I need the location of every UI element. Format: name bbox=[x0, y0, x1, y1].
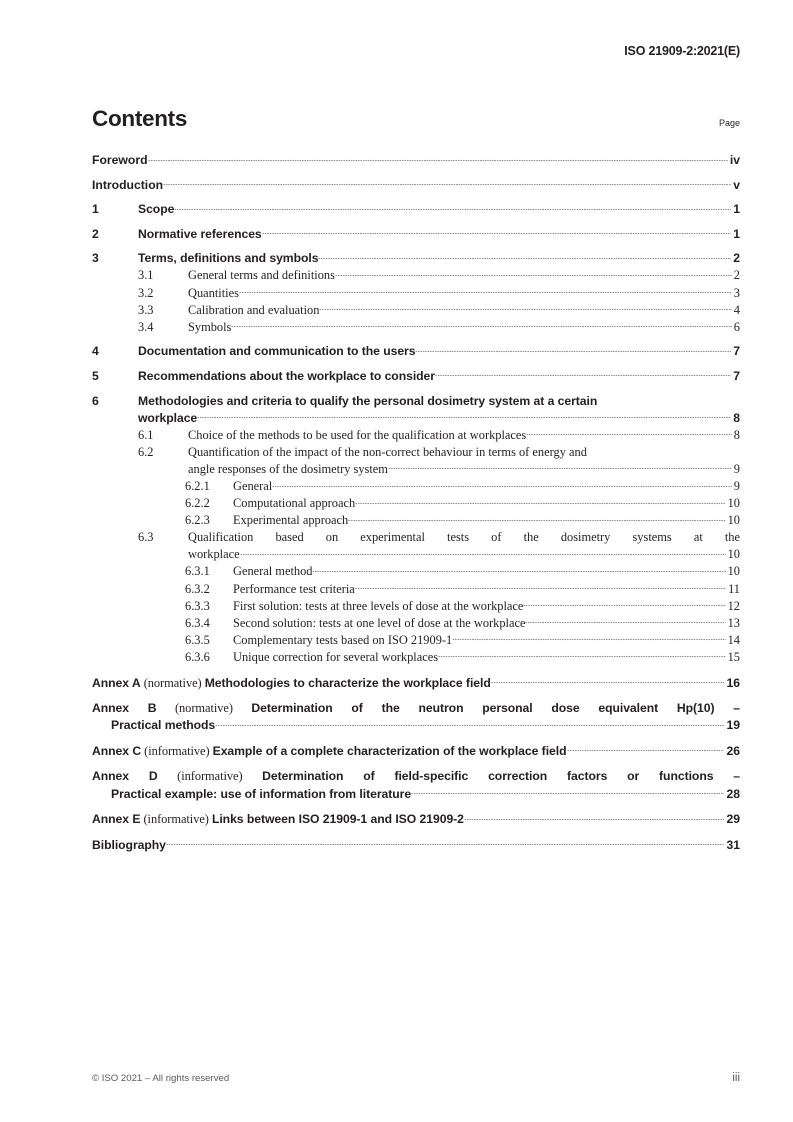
toc-label bbox=[92, 811, 464, 828]
toc-number: 6.2.1 bbox=[185, 479, 210, 493]
toc-number: 6.3.1 bbox=[185, 564, 210, 579]
toc-entry-methodologies-and-criteria[interactable] bbox=[92, 393, 740, 427]
toc-page-number: 1 bbox=[733, 202, 740, 217]
toc-number: 3 bbox=[92, 251, 99, 266]
toc-page-number: 8 bbox=[733, 410, 740, 425]
dot-leader bbox=[215, 717, 724, 729]
toc-label: Computational approach bbox=[233, 496, 356, 511]
toc-label: Choice of the methods to be used for the qualification at workplaces bbox=[188, 427, 527, 442]
toc-entry-general-terms-and-definitions[interactable] bbox=[92, 267, 740, 284]
toc-label: Recommendations about the workplace to consider bbox=[138, 368, 435, 383]
toc-entry-symbols[interactable] bbox=[92, 319, 740, 336]
annex-title: Links between ISO 21909-1 and ISO 21909-2 bbox=[211, 812, 464, 827]
toc-label-line1: Quantification of the impact of the non-correct behaviour in terms of energy and bbox=[188, 444, 587, 459]
toc-entry-general[interactable] bbox=[92, 478, 740, 495]
toc-number: 5 bbox=[92, 368, 99, 383]
dot-leader bbox=[415, 343, 731, 355]
toc-page-number: 26 bbox=[726, 743, 740, 758]
annex-name: Annex B bbox=[92, 701, 157, 716]
document-identifier: ISO 21909-2:2021(E) bbox=[624, 44, 740, 58]
toc-label bbox=[92, 675, 491, 692]
toc-page-number: 8 bbox=[733, 427, 740, 442]
page-footer bbox=[92, 1072, 740, 1084]
toc-number: 6.2.2 bbox=[185, 496, 210, 511]
dot-leader bbox=[438, 649, 726, 661]
toc-number: 6.3 bbox=[138, 530, 154, 545]
toc-entry-recommendations-workplace[interactable] bbox=[92, 368, 740, 385]
toc-entry-annex-a[interactable] bbox=[92, 675, 740, 692]
toc-page-number: 13 bbox=[727, 615, 740, 630]
toc-entry-bibliography[interactable] bbox=[92, 837, 740, 854]
toc-page-number: iv bbox=[729, 153, 740, 167]
toc-number: 6.3.6 bbox=[185, 649, 210, 664]
toc-entry-choice-of-methods[interactable] bbox=[92, 427, 740, 444]
dot-leader bbox=[262, 226, 732, 238]
toc-number: 6.3.4 bbox=[185, 615, 210, 630]
toc-label: Introduction bbox=[92, 177, 164, 192]
dot-leader bbox=[148, 152, 728, 164]
toc-entry-computational-approach[interactable] bbox=[92, 495, 740, 512]
toc-page-number: 16 bbox=[726, 675, 740, 690]
toc-entry-documentation-and-communication[interactable] bbox=[92, 343, 740, 360]
toc-page-number: 6 bbox=[733, 319, 740, 334]
folio-number: iii bbox=[732, 1072, 740, 1084]
toc-entry-complementary-tests[interactable] bbox=[92, 632, 740, 649]
dot-leader bbox=[272, 478, 732, 490]
toc-page-number: 2 bbox=[733, 251, 740, 266]
toc-entry-annex-b[interactable] bbox=[92, 700, 740, 734]
toc-page-number: 10 bbox=[727, 564, 740, 579]
dot-leader bbox=[174, 201, 731, 213]
toc-label: Second solution: tests at one level of dose at the workplace bbox=[233, 615, 526, 630]
toc-label: Unique correction for several workplaces bbox=[233, 649, 439, 664]
toc-entry-introduction[interactable] bbox=[92, 177, 740, 194]
toc-number: 1 bbox=[92, 202, 99, 217]
toc-entry-first-solution[interactable] bbox=[92, 598, 740, 615]
toc-number: 4 bbox=[92, 344, 99, 359]
toc-page-number: 10 bbox=[727, 547, 740, 562]
toc-page-number: v bbox=[733, 177, 740, 192]
toc-page-number: 31 bbox=[726, 837, 740, 852]
toc-label: General bbox=[233, 479, 273, 493]
toc-entry-annex-e[interactable] bbox=[92, 811, 740, 828]
dot-leader bbox=[197, 410, 731, 422]
table-of-contents bbox=[92, 152, 740, 854]
toc-label-line2: angle responses of the dosimetry system bbox=[188, 461, 388, 476]
toc-entry-experimental-approach[interactable] bbox=[92, 512, 740, 529]
toc-label bbox=[92, 837, 166, 854]
toc-page-number: 2 bbox=[733, 268, 740, 283]
dot-leader bbox=[240, 546, 726, 558]
toc-label: Symbols bbox=[188, 319, 232, 334]
toc-number: 6.3.2 bbox=[185, 581, 210, 596]
dot-leader bbox=[526, 427, 732, 439]
annex-name: Bibliography bbox=[92, 837, 166, 852]
dot-leader bbox=[567, 743, 725, 755]
toc-page-number: 19 bbox=[726, 718, 740, 733]
toc-entry-second-solution[interactable] bbox=[92, 615, 740, 632]
toc-number: 6.2 bbox=[138, 444, 154, 459]
toc-page-number: 7 bbox=[733, 344, 740, 359]
toc-label-line1 bbox=[92, 768, 740, 785]
toc-page-number: 4 bbox=[733, 302, 740, 317]
toc-label: Documentation and communication to the users bbox=[138, 344, 416, 359]
dot-leader bbox=[388, 461, 732, 473]
toc-number: 6.3.3 bbox=[185, 598, 210, 613]
annex-name: Annex A bbox=[92, 675, 141, 690]
toc-page-number: 28 bbox=[726, 786, 740, 801]
toc-label: Normative references bbox=[138, 226, 262, 241]
page-column-label: Page bbox=[718, 118, 740, 128]
toc-page-number: 14 bbox=[727, 632, 740, 647]
toc-page-number: 10 bbox=[727, 513, 740, 528]
toc-number: 3.1 bbox=[138, 268, 154, 283]
toc-number: 6.3.5 bbox=[185, 632, 210, 647]
toc-label: Foreword bbox=[92, 153, 148, 167]
toc-entry-foreword[interactable] bbox=[92, 152, 740, 169]
toc-entry-qualification-experimental-tests[interactable] bbox=[92, 529, 740, 563]
toc-label bbox=[92, 743, 567, 760]
toc-label-line2: Practical methods bbox=[111, 718, 216, 733]
annex-name: Annex C bbox=[92, 743, 142, 758]
toc-page-number: 10 bbox=[727, 496, 740, 511]
contents-header bbox=[92, 106, 740, 132]
copyright-notice: © ISO 2021 – All rights reserved bbox=[92, 1073, 230, 1084]
toc-page-number: 29 bbox=[726, 812, 740, 827]
annex-kind: (informative) bbox=[141, 743, 213, 758]
toc-entry-quantification-impact[interactable] bbox=[92, 444, 740, 478]
dot-leader bbox=[523, 598, 725, 610]
dot-leader bbox=[231, 319, 731, 331]
toc-label-line2: workplace bbox=[188, 547, 240, 562]
dot-leader bbox=[491, 675, 725, 687]
dot-leader bbox=[452, 632, 725, 644]
annex-title: Example of a complete characterization of the workplace field bbox=[212, 743, 567, 758]
toc-label: General terms and definitions bbox=[188, 268, 335, 283]
dot-leader bbox=[166, 837, 725, 849]
toc-page-number: 9 bbox=[733, 461, 740, 476]
annex-name: Annex E bbox=[92, 812, 141, 827]
toc-page-number: 7 bbox=[733, 368, 740, 383]
dot-leader bbox=[319, 302, 731, 314]
toc-label-line1 bbox=[92, 700, 740, 717]
dot-leader bbox=[411, 786, 724, 798]
toc-page-number: 12 bbox=[727, 598, 740, 613]
toc-page-number: 1 bbox=[733, 226, 740, 241]
annex-title: Methodologies to characterize the workplace field bbox=[204, 675, 491, 690]
toc-entry-annex-c[interactable] bbox=[92, 743, 740, 760]
dot-leader bbox=[239, 285, 732, 297]
toc-number: 6 bbox=[92, 393, 99, 408]
toc-label: First solution: tests at three levels of dose at the workplace bbox=[233, 598, 524, 613]
toc-label-line2: workplace bbox=[138, 410, 198, 425]
dot-leader bbox=[525, 615, 725, 627]
annex-name: Annex D bbox=[92, 769, 158, 784]
annex-kind: (informative) bbox=[157, 769, 263, 784]
toc-page-number: 15 bbox=[727, 649, 740, 664]
toc-label: Experimental approach bbox=[233, 513, 349, 528]
toc-label: Quantities bbox=[188, 285, 239, 300]
toc-number: 3.2 bbox=[138, 285, 154, 300]
dot-leader bbox=[464, 811, 725, 823]
toc-label: General method bbox=[233, 564, 313, 579]
toc-entry-quantities[interactable] bbox=[92, 285, 740, 302]
toc-entry-general-method[interactable] bbox=[92, 563, 740, 580]
annex-title-line1: Determination of field-specific correction factors or functions – bbox=[262, 769, 740, 784]
toc-number: 6.1 bbox=[138, 427, 154, 442]
toc-entry-calibration-and-evaluation[interactable] bbox=[92, 302, 740, 319]
toc-entry-unique-correction[interactable] bbox=[92, 649, 740, 666]
toc-label-line1: Qualification based on experimental tests of the dosimetry systems at the bbox=[188, 530, 740, 545]
dot-leader bbox=[163, 177, 731, 189]
dot-leader bbox=[335, 267, 732, 279]
toc-page-number: 11 bbox=[728, 581, 740, 596]
toc-entry-scope[interactable] bbox=[92, 201, 740, 218]
toc-label-line1: Methodologies and criteria to qualify the personal dosimetry system at a certain bbox=[138, 393, 598, 408]
toc-page-number: 9 bbox=[733, 479, 740, 493]
dot-leader bbox=[435, 368, 731, 380]
toc-label: Calibration and evaluation bbox=[188, 302, 320, 317]
dot-leader bbox=[348, 512, 725, 524]
dot-leader bbox=[355, 581, 726, 593]
toc-number: 2 bbox=[92, 226, 99, 241]
toc-number: 3.3 bbox=[138, 302, 154, 317]
toc-label: Performance test criteria bbox=[233, 581, 355, 596]
dot-leader bbox=[312, 563, 725, 575]
toc-number: 6.2.3 bbox=[185, 513, 210, 528]
toc-label-line2: Practical example: use of information from literature bbox=[111, 786, 412, 801]
toc-label: Terms, definitions and symbols bbox=[138, 251, 319, 266]
toc-entry-normative-references[interactable] bbox=[92, 226, 740, 243]
dot-leader bbox=[318, 250, 731, 262]
toc-page-number: 3 bbox=[733, 285, 740, 300]
annex-kind: (informative) bbox=[140, 812, 212, 827]
toc-entry-annex-d[interactable] bbox=[92, 768, 740, 802]
toc-label: Complementary tests based on ISO 21909-1 bbox=[233, 632, 453, 647]
dot-leader bbox=[355, 495, 725, 507]
toc-entry-performance-test-criteria[interactable] bbox=[92, 581, 740, 598]
toc-label: Scope bbox=[138, 202, 175, 217]
toc-number: 3.4 bbox=[138, 319, 154, 334]
annex-kind: (normative) bbox=[156, 701, 252, 716]
toc-entry-terms-definitions-symbols[interactable] bbox=[92, 250, 740, 267]
page-title: Contents bbox=[92, 106, 188, 131]
annex-title-line1: Determination of the neutron personal dose equivalent Hp(10) – bbox=[251, 701, 740, 716]
annex-kind: (normative) bbox=[140, 675, 205, 690]
